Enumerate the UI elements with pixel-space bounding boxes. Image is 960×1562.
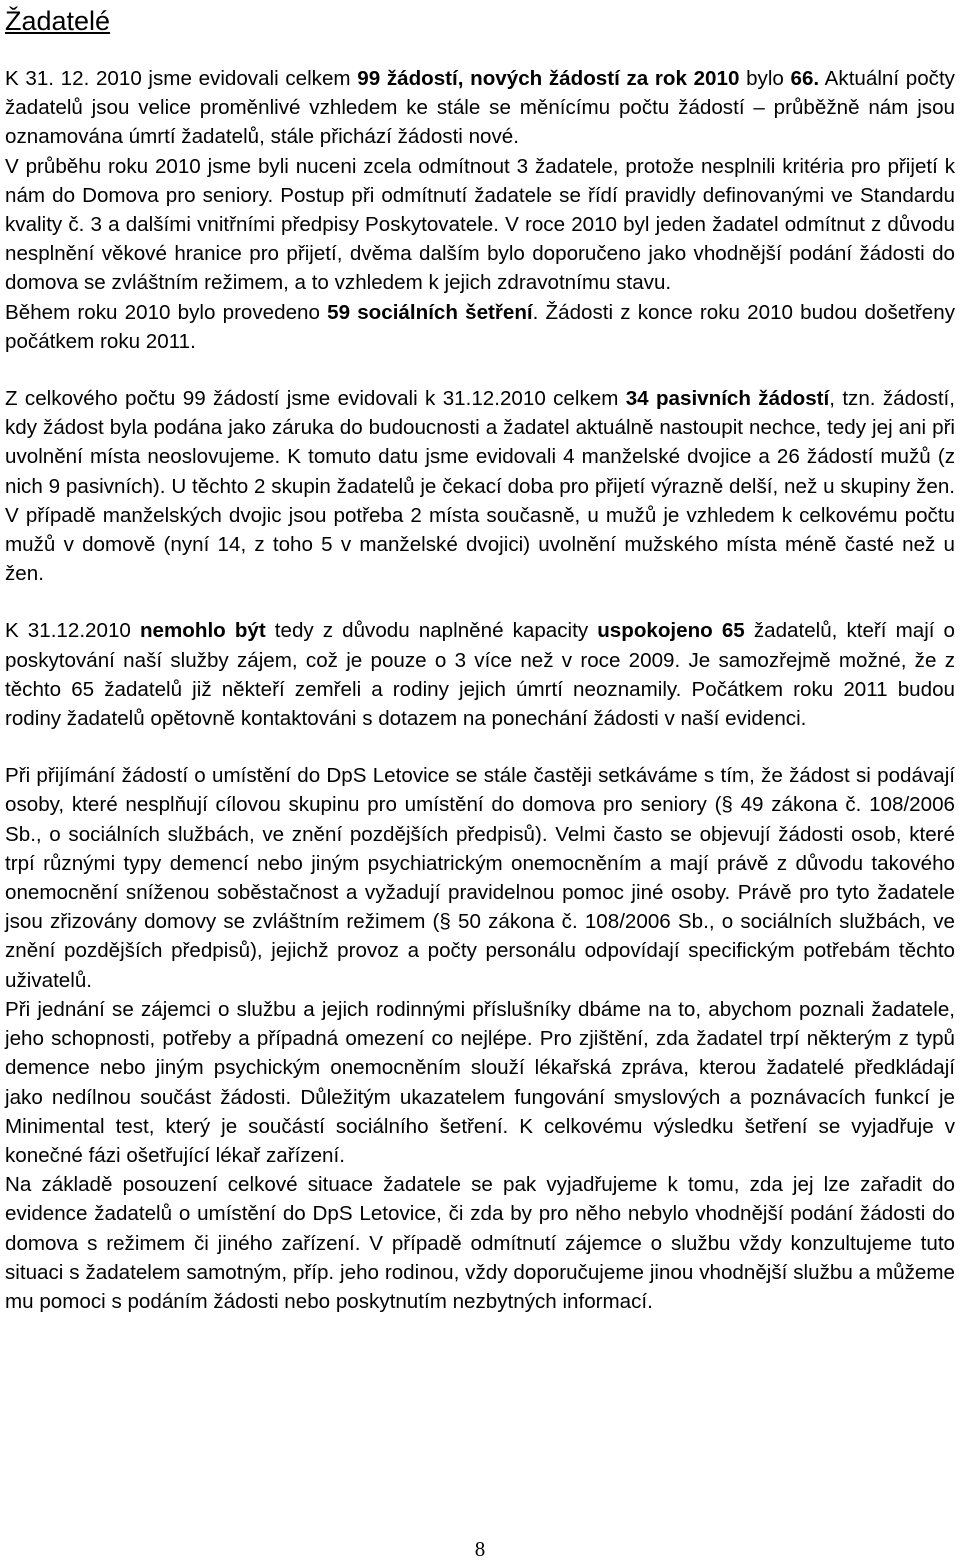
section-heading: Žadatelé: [5, 6, 111, 36]
text-span: K 31.12.2010: [5, 619, 140, 643]
paragraph-rejections: V průběhu roku 2010 jsme byli nuceni zcela odmítnout 3 žadatele, protože nesplnili kritéria pro přijetí k nám do Domova pro seniory. Postup při odmítnutí žadatele se řídí pravidly definovanými ve Standardu kvality č. 3 a dalšími vnitřními předpisy Poskytovatele. V roce 2010 byl jeden žadatel odmítnut z důvodu nesplnění věkové hranice pro přijetí, dvěma dalším bylo doporučeno jako vhodnější podání žádosti do domova se zvláštním režimem, a to vzhledem k jejich zdravotnímu stavu.: [5, 154, 955, 295]
paragraph-final-decision: Na základě posouzení celkové situace žadatele se pak vyjadřujeme k tomu, zda jej lze zařadit do evidence žadatelů o umístění do DpS Letovice, či zda by pro něho nebylo vhodnější podání žádosti do domova s režimem či jiného zařízení. V případě odmítnutí zájemce o službu vždy konzultujeme tuto situaci s žadatelem samotným, příp. jeho rodinou, vždy doporučujeme jinou vhodnější službu a můžeme mu pomoci s podáním žádosti nebo poskytnutím nezbytných informací.: [5, 1173, 955, 1313]
bold-text: 99 žádostí, nových žádostí za rok 2010: [357, 67, 740, 90]
text-span: , tzn. žádostí, kdy žádost byla podána jako záruka do budoucnosti a žadatel aktuálně nastoupit nechce, tedy jej ani při uvolnění místa neoslovujeme. K tomuto datu jsme evidovali 4 manželské dvojice a 26 žádostí mužů (z nich 9 pasivních). U těchto 2 skupin žadatelů je čekací doba pro přijetí výrazně delší, než u skupiny žen. V případě manželských dvojic jsou potřeba 2 místa současně, u mužů je vzhledem k celkovému počtu mužů v domově (nyní 14, z toho 5 v manželské dvojici) uvolnění mužského místa méně časté než u žen.: [5, 387, 955, 586]
text-span: Aktuální počty žadatelů jsou velice proměnlivé vzhledem ke stále se měnícímu počtu žádostí – průběžně nám jsou oznamována úmrtí žadatelů, stále přichází žádosti nové.: [5, 67, 955, 149]
page-number: 8: [474, 1537, 486, 1561]
text-span: tedy z důvodu naplněné kapacity: [265, 619, 598, 643]
bold-text: 34 pasivních žádostí: [625, 387, 830, 411]
bold-text: nemohlo být: [139, 619, 266, 643]
text-span: žadatelů, kteří mají o poskytování naší služby zájem, což je pouze o 3 více než v roce 2009. Je samozřejmě možné, že z těchto 65 žadatelů již někteří zemřeli a rodiny jejich úmrtí neoznamily. Počátkem roku 2011 budou rodiny žadatelů opětovně kontaktováni s dotazem na ponechání žádosti v naší evidenci.: [5, 619, 956, 731]
paragraph-applicant-assessment: Při jednání se zájemci o službu a jejich rodinnými příslušníky dbáme na to, abychom poznali žadatele, jeho schopnosti, potřeby a případná omezení co nejlépe. Pro zjištění, zda žadatel trpí některým z typů demence nebo jiným psychickým onemocněním slouží lékařská zpráva, kterou žadatelé předkládají jako nedílnou součást žádosti. Důležitým ukazatelem fungování smyslových a poznávacích funkcí je Minimental test, který je součástí sociálního šetření. K celkovému výsledku šetření se vyjadřuje v konečné fázi ošetřující lékař zařízení.: [5, 997, 955, 1167]
text-span: bylo: [739, 67, 791, 90]
paragraph-social-surveys: [5, 298, 955, 356]
text-span: . Žádosti z konce roku 2010 budou došetřeny počátkem roku 2011.: [5, 300, 955, 353]
document-body: [5, 64, 955, 1316]
bold-text: 59 sociálních šetření: [327, 300, 533, 324]
text-span: K 31. 12. 2010 jsme evidovali celkem: [5, 67, 358, 90]
bold-text: 66.: [790, 67, 820, 90]
text-span: Z celkového počtu 99 žádostí jsme evidovali k 31.12.2010 celkem: [5, 387, 626, 411]
paragraph-unsatisfied-applicants: [5, 616, 955, 733]
bold-text: uspokojeno 65: [597, 619, 745, 643]
paragraph-passive-applications: [5, 384, 955, 588]
paragraph-target-group: Při přijímání žádostí o umístění do DpS Letovice se stále častěji setkáváme s tím, že žádost si podávají osoby, které nesplňují cílovou skupinu pro umístění do domova pro seniory (§ 49 zákona č. 108/2006 Sb., o sociálních službách, ve znění pozdějších předpisů). Velmi často se objevují žádosti osob, které trpí různými typy demencí nebo jiným psychiatrickým onemocněním a mají právě z důvodu takového onemocnění sníženou soběstačnost a vyžadují pravidelnou pomoc jiné osoby. Právě pro tyto žadatele jsou zřizovány domovy se zvláštním režimem (§ 50 zákona č. 108/2006 Sb., o sociálních službách, ve znění pozdějších předpisů), jejichž provoz a počty personálu odpovídají specifickým potřebám těchto uživatelů.: [5, 764, 955, 992]
text-span: Během roku 2010 bylo provedeno: [5, 300, 328, 324]
paragraph-applications-count: [5, 64, 955, 152]
